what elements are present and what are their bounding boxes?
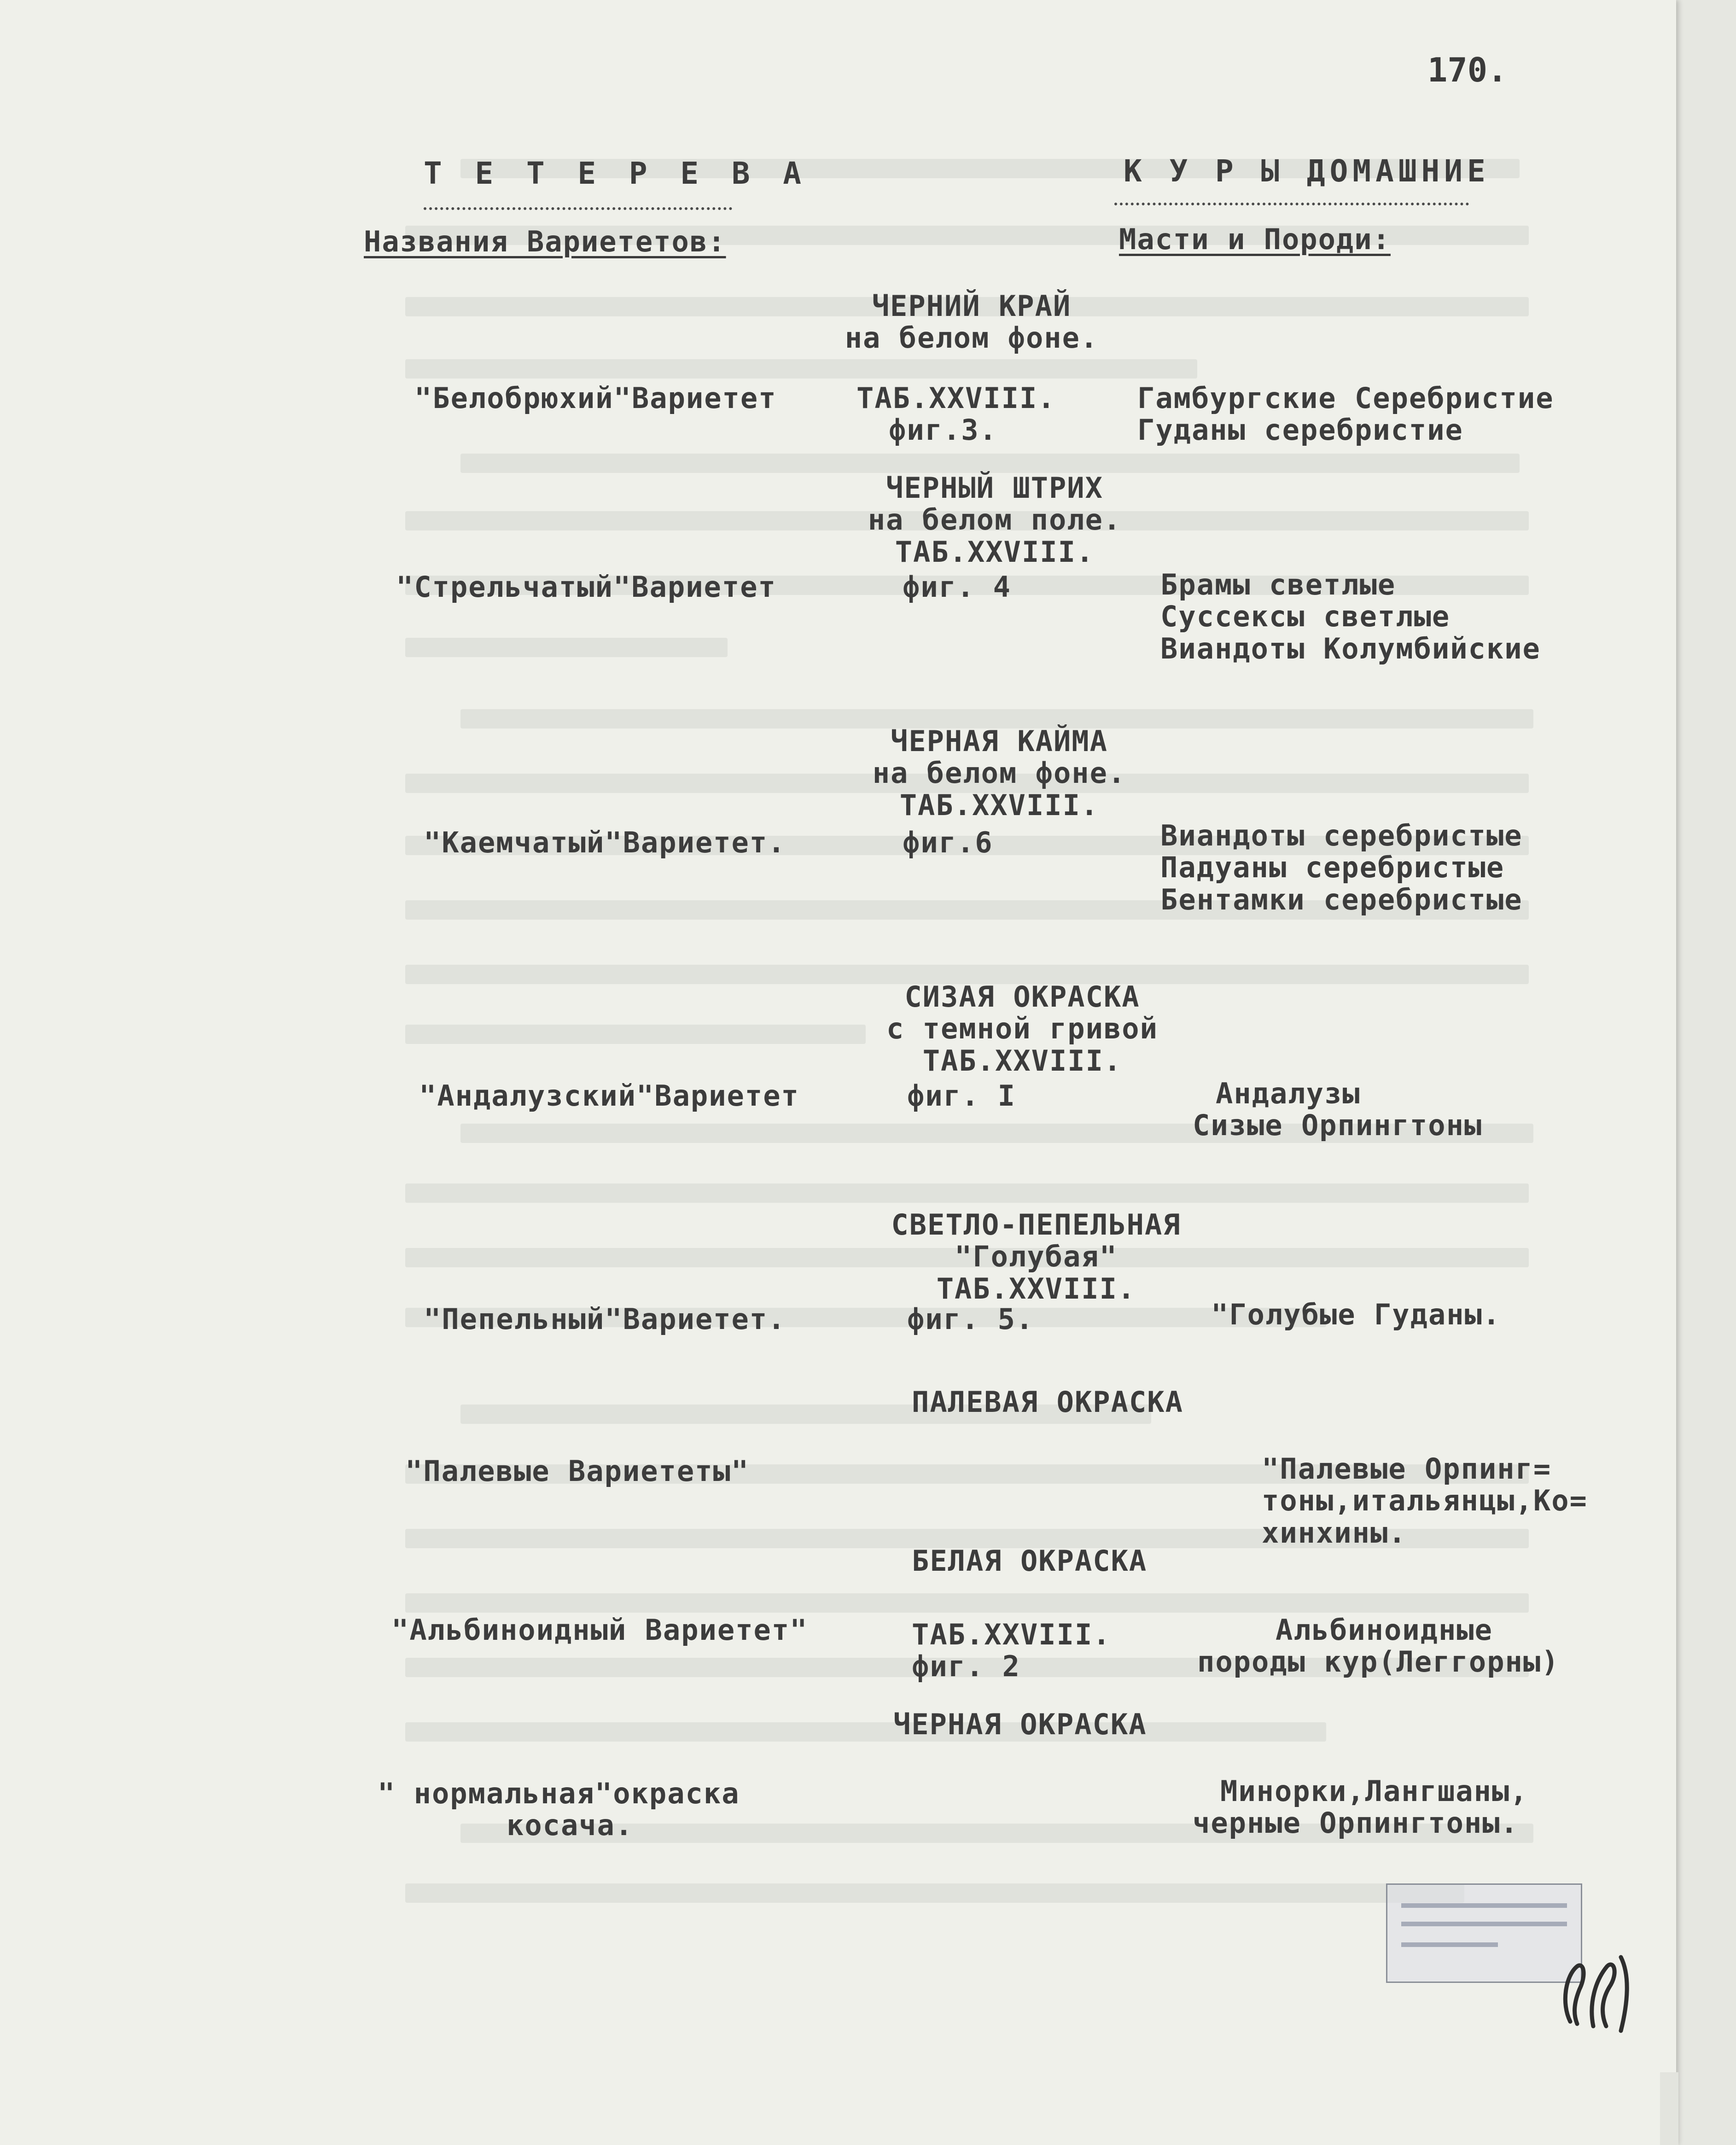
entry-6-variety: "Палевые Вариететы" [405,1454,750,1488]
entry-7-variety: "Альбиноидный Вариетет" [391,1613,808,1647]
entry-3-variety: "Каемчатый"Вариетет. [424,826,786,859]
entry-1-variety: "Белобрюхий"Вариетет [414,381,777,415]
entry-3-table: фиг.6 [903,826,993,859]
entry-4-table: фиг. I [907,1079,1016,1113]
right-header-subtitle: Масти и Породи: [1119,222,1391,256]
entry-8-variety: " нормальная"окраска косача. [378,1777,740,1842]
page-fold-edge [1660,2072,1678,2145]
entry-1-table: ТАБ.XXVIII. фиг.3. [856,381,1056,447]
entry-5-table: фиг. 5. [907,1302,1034,1336]
entry-7-table: ТАБ.XXVIII. фиг. 2 [912,1618,1111,1684]
entry-8-heading: ЧЕРНАЯ ОКРАСКА [893,1708,1147,1741]
entry-3-heading: ЧЕРНАЯ КАЙМА на белом фоне. ТАБ.XXVIII. [872,724,1126,822]
left-header-subtitle: Названия Вариететов: [364,225,726,258]
entry-4-breeds: Андалузы Сизые Орпингтоны [1193,1077,1483,1142]
entry-8-breeds: Минорки,Лангшаны, черные Орпингтоны. [1193,1774,1528,1840]
entry-6-breeds: "Палевые Орпинг= тоны,итальянцы,Ко= хинхины. [1262,1452,1588,1550]
entry-2-variety: "Стрельчатый"Вариетет [396,570,776,604]
left-header-rule [424,207,732,210]
entry-2-table: фиг. 4 [903,570,1011,604]
entry-7-breeds: Альбиноидные породы кур(Леггорны) [1197,1613,1560,1679]
entry-4-heading: СИЗАЯ ОКРАСКА с темной гривой ТАБ.XXVIII. [886,980,1158,1078]
handwritten-folio-mark [1552,1948,1644,2035]
entry-7-heading: БЕЛАЯ ОКРАСКА [912,1544,1148,1578]
right-header-rule [1114,203,1469,205]
entry-5-breeds: "Голубые Гуданы. [1211,1298,1501,1331]
left-header-title: Т Е Т Е Р Е В А [424,156,809,191]
entry-1-breeds: Гамбургские Серебристие Гуданы серебристие [1137,381,1554,447]
entry-2-breeds: Брамы светлые Суссексы светлые Виандоты Колумбийские [1160,568,1541,665]
entry-1-heading: ЧЕРНИЙ КРАЙ на белом фоне. [845,289,1099,355]
entry-6-heading: ПАЛЕВАЯ ОКРАСКА [912,1385,1183,1419]
entry-4-variety: "Андалузский"Вариетет [419,1079,799,1113]
page-number: 170. [1427,51,1508,89]
entry-2-heading: ЧЕРНЫЙ ШТРИХ на белом поле. ТАБ.XXVIII. [868,471,1122,569]
entry-5-heading: СВЕТЛО-ПЕПЕЛЬНАЯ "Голубая" ТАБ.XXVIII. [891,1208,1181,1306]
entry-5-variety: "Пепельный"Вариетет. [424,1302,786,1336]
right-header-title: К У Р Ы ДОМАШНИЕ [1124,153,1490,189]
entry-3-breeds: Виандоты серебристые Падуаны серебристые Бентамки серебристые [1160,819,1523,916]
